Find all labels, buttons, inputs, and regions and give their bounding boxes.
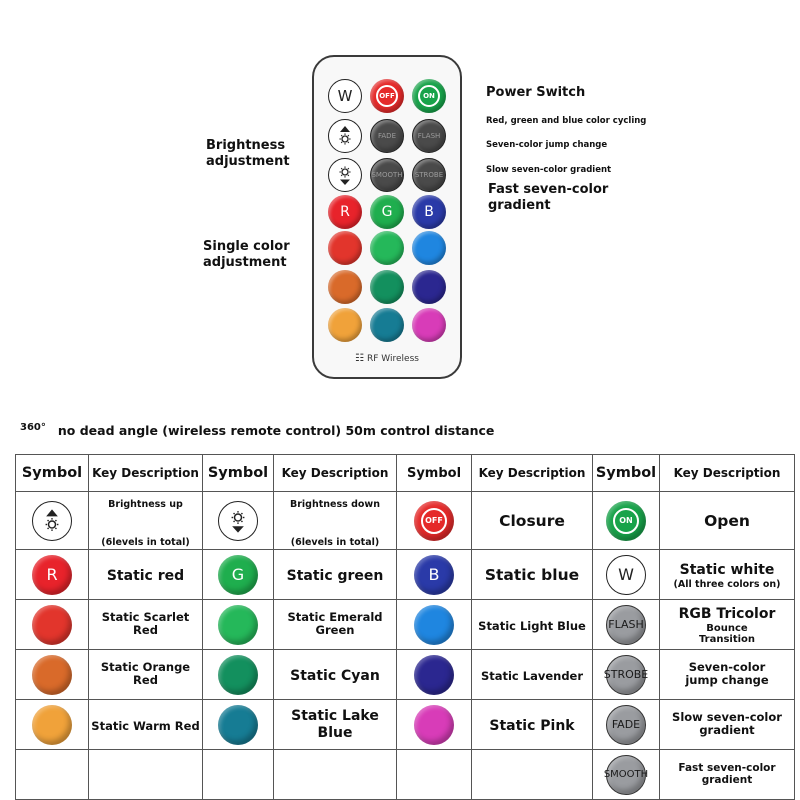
description-text: Static Cyan <box>290 667 380 684</box>
symbol-cell <box>593 750 660 800</box>
red-symbol <box>32 555 72 595</box>
table-row <box>16 750 795 800</box>
w-label: W <box>618 565 634 584</box>
description-text: Static red <box>106 567 185 584</box>
remote-warm-red-button[interactable] <box>328 308 362 342</box>
description-cell <box>89 700 203 750</box>
slow-gradient-label: Slow seven-color gradient <box>486 165 612 175</box>
table-header-row <box>16 455 795 492</box>
description-cell <box>472 550 593 600</box>
symbol-cell <box>16 700 89 750</box>
description-text: Static Scarlet Red <box>101 609 190 638</box>
description-text: Seven-color jump change <box>685 659 769 688</box>
remote-smooth-button[interactable] <box>370 158 404 192</box>
table-row <box>16 550 795 600</box>
description-cell <box>274 600 397 650</box>
symbol-cell <box>203 650 274 700</box>
scarlet-red-symbol <box>32 605 72 645</box>
empty-cell <box>472 750 593 800</box>
control-distance-caption <box>20 422 494 438</box>
jump-change-label: Seven-color jump change <box>486 140 608 150</box>
description-text: Static Lavender <box>480 669 584 683</box>
smooth-label: SMOOTH <box>371 171 403 179</box>
on-symbol <box>606 501 646 541</box>
power-off-icon <box>421 508 447 534</box>
header-description: Key Description <box>472 455 593 492</box>
remote-blue-button[interactable] <box>412 195 446 229</box>
description-text: Static Pink <box>489 717 575 734</box>
description-text: Closure <box>499 511 565 530</box>
description-cell <box>274 700 397 750</box>
w-label: W <box>337 87 353 105</box>
remote-light-blue-button[interactable] <box>412 231 446 265</box>
fade-label: FADE <box>378 132 396 140</box>
description-text: Fast seven-color gradient <box>678 761 776 787</box>
single-color-adjustment-label: Single color adjustment <box>203 239 290 271</box>
symbol-cell <box>203 600 274 650</box>
rgb-cycling-label: Red, green and blue color cycling <box>486 116 647 126</box>
r-label: R <box>46 565 58 584</box>
description-text: Open <box>704 511 750 530</box>
warm-red-symbol <box>32 705 72 745</box>
remote-flash-button[interactable] <box>412 119 446 153</box>
flash-label: FLASH <box>417 132 441 140</box>
remote-on-button[interactable] <box>412 79 446 113</box>
symbol-cell <box>203 700 274 750</box>
symbol-cell <box>16 650 89 700</box>
description-cell <box>472 650 593 700</box>
description-sub: (6levels in total) <box>101 537 190 548</box>
table-row <box>16 650 795 700</box>
g-label: G <box>231 565 245 584</box>
description-cell <box>660 750 795 800</box>
remote-green-button[interactable] <box>370 195 404 229</box>
fade-symbol <box>606 705 646 745</box>
white-symbol <box>606 555 646 595</box>
symbol-cell <box>593 600 660 650</box>
g-label: G <box>381 204 393 220</box>
angle-value: 360° <box>20 422 46 433</box>
description-cell <box>660 600 795 650</box>
rf-remote-control <box>312 55 462 379</box>
table-row <box>16 600 795 650</box>
description-text: Static Emerald Green <box>287 609 383 638</box>
power-off-icon <box>376 85 398 107</box>
header-description: Key Description <box>660 455 795 492</box>
brightness-down-symbol <box>218 501 258 541</box>
empty-cell <box>89 750 203 800</box>
remote-red-button[interactable] <box>328 195 362 229</box>
symbol-cell <box>16 492 89 550</box>
remote-pink-button[interactable] <box>412 308 446 342</box>
symbol-cell <box>397 650 472 700</box>
header-description: Key Description <box>89 455 203 492</box>
description-cell <box>472 492 593 550</box>
symbol-cell <box>203 492 274 550</box>
description-cell <box>89 550 203 600</box>
off-label: OFF <box>425 516 443 525</box>
remote-cyan-button[interactable] <box>370 270 404 304</box>
description-text: Static Light Blue <box>478 619 586 633</box>
cyan-symbol <box>218 655 258 695</box>
description-cell <box>89 650 203 700</box>
b-label: B <box>428 565 440 584</box>
lake-blue-symbol <box>218 705 258 745</box>
symbol-cell <box>16 550 89 600</box>
brightness-down-icon <box>333 163 357 187</box>
header-description: Key Description <box>274 455 397 492</box>
symbol-cell <box>397 700 472 750</box>
brightness-up-symbol <box>32 501 72 541</box>
description-text: Static Lake Blue <box>291 707 379 741</box>
strobe-label: STROBE <box>603 668 649 681</box>
symbol-cell <box>397 550 472 600</box>
description-cell <box>472 600 593 650</box>
remote-scarlet-red-button[interactable] <box>328 231 362 265</box>
header-symbol: Symbol <box>203 455 274 492</box>
symbol-cell <box>397 492 472 550</box>
fade-label: FADE <box>611 718 641 731</box>
on-label: ON <box>619 516 633 525</box>
remote-w-button[interactable] <box>328 79 362 113</box>
description-text: RGB Tricolor <box>678 606 776 623</box>
brightness-adjustment-label: Brightness adjustment <box>206 138 290 170</box>
description-cell <box>89 600 203 650</box>
orange-red-symbol <box>32 655 72 695</box>
brightness-down-icon <box>224 507 252 535</box>
rf-wireless-text: RF Wireless <box>367 354 419 364</box>
flash-symbol <box>606 605 646 645</box>
off-label: OFF <box>379 92 395 100</box>
empty-cell <box>16 750 89 800</box>
remote-lavender-button[interactable] <box>412 270 446 304</box>
symbol-cell <box>16 600 89 650</box>
light-blue-symbol <box>414 605 454 645</box>
table-row <box>16 700 795 750</box>
description-text: Static blue <box>484 565 580 584</box>
description-text: Static green <box>286 567 384 584</box>
remote-lake-blue-button[interactable] <box>370 308 404 342</box>
emerald-green-symbol <box>218 605 258 645</box>
remote-off-button[interactable] <box>370 79 404 113</box>
key-description-table <box>15 454 795 800</box>
blue-symbol <box>414 555 454 595</box>
description-text: Static white <box>679 562 775 579</box>
symbol-cell <box>203 550 274 600</box>
empty-cell <box>397 750 472 800</box>
strobe-symbol <box>603 655 649 695</box>
description-sub: (All three colors on) <box>673 578 781 590</box>
header-symbol: Symbol <box>16 455 89 492</box>
empty-cell <box>203 750 274 800</box>
brightness-up-icon <box>38 507 66 535</box>
fast-gradient-label: Fast seven-color gradient <box>488 182 609 214</box>
lavender-symbol <box>414 655 454 695</box>
smooth-symbol <box>603 755 649 795</box>
power-switch-label: Power Switch <box>486 85 586 100</box>
remote-emerald-green-button[interactable] <box>370 231 404 265</box>
symbol-cell <box>593 650 660 700</box>
description-cell <box>472 700 593 750</box>
empty-cell <box>274 750 397 800</box>
smooth-label: SMOOTH <box>603 769 649 780</box>
off-symbol <box>414 501 454 541</box>
header-symbol: Symbol <box>593 455 660 492</box>
remote-strobe-button[interactable] <box>412 158 446 192</box>
remote-orange-red-button[interactable] <box>328 270 362 304</box>
on-label: ON <box>423 92 435 100</box>
description-cell <box>660 550 795 600</box>
remote-brightness-up-button[interactable] <box>328 119 362 153</box>
description-cell <box>274 550 397 600</box>
symbol-cell <box>593 492 660 550</box>
wifi-icon: ☷ <box>355 353 364 364</box>
description-text: Brightness up <box>108 499 183 510</box>
description-cell <box>274 492 397 550</box>
description-text: Slow seven-color gradient <box>672 709 782 738</box>
description-text: Static Warm Red <box>91 719 200 733</box>
distance-text: no dead angle (wireless remote control) 50m control distance <box>57 423 495 438</box>
description-cell <box>274 650 397 700</box>
table-row <box>16 492 795 550</box>
description-cell <box>660 650 795 700</box>
description-sub: (6levels in total) <box>290 537 380 548</box>
symbol-cell <box>397 600 472 650</box>
header-symbol: Symbol <box>397 455 472 492</box>
symbol-cell <box>593 550 660 600</box>
flash-label: FLASH <box>608 618 644 631</box>
symbol-cell <box>593 700 660 750</box>
remote-fade-button[interactable] <box>370 119 404 153</box>
rf-wireless-label <box>314 353 460 364</box>
remote-brightness-down-button[interactable] <box>328 158 362 192</box>
description-cell <box>89 492 203 550</box>
brightness-up-icon <box>333 124 357 148</box>
green-symbol <box>218 555 258 595</box>
description-text: Brightness down <box>290 499 380 510</box>
description-cell <box>660 492 795 550</box>
strobe-label: STROBE <box>414 171 444 179</box>
description-cell <box>660 700 795 750</box>
pink-symbol <box>414 705 454 745</box>
power-on-icon <box>613 508 639 534</box>
description-sub: Bounce Transition <box>698 622 756 645</box>
power-on-icon <box>418 85 440 107</box>
b-label: B <box>424 204 434 220</box>
description-text: Static Orange Red <box>100 659 191 688</box>
r-label: R <box>340 204 350 220</box>
